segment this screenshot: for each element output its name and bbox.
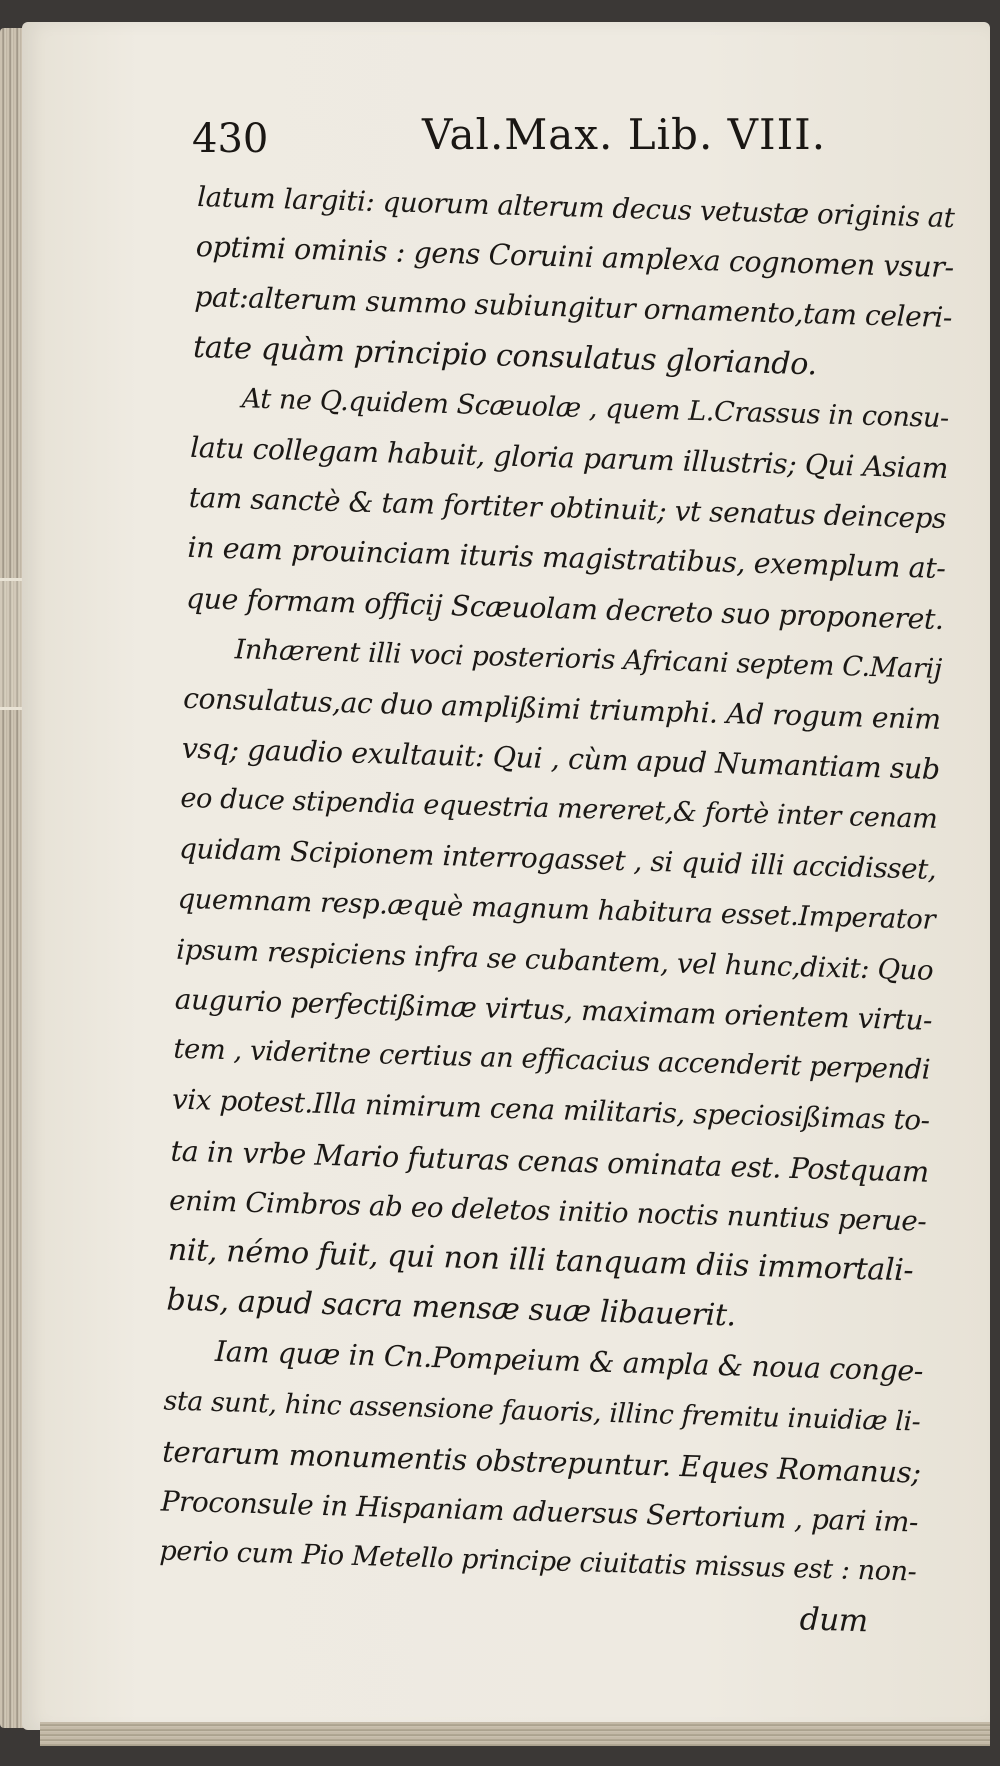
text-line: tate quàm principio consulatus gloriando. <box>192 329 818 382</box>
text-line: eo duce stipendia equestria mereret,& fortè inter cenam <box>180 783 938 836</box>
text-line: Inhærent illi voci posterioris Africani septem C.Marij <box>234 633 943 685</box>
text-line: pat:alterum summo subiungitur ornamento,tam celeri- <box>194 280 953 335</box>
text-line: perio cum Pio Metello principe ciuitatis missus est : non- <box>159 1535 917 1588</box>
text-line: quidam Scipionem interrogasset , si quid illi accidisset, <box>178 832 937 887</box>
page-stack-bottom-edge <box>40 1722 990 1746</box>
text-line: terarum monumentis obstrepuntur. Eques Romanus; <box>161 1434 922 1490</box>
running-title: Val.Max. Lib. VIII. <box>422 110 827 159</box>
text-line: ta in vrbe Mario futuras cenas ominata est. Postquam <box>170 1133 930 1189</box>
page-number: 430 <box>192 116 269 162</box>
book-page <box>22 22 990 1730</box>
text-line: At ne Q.quidem Scæuolæ , quem L.Crassus in consu- <box>241 383 950 434</box>
text-line: ipsum respiciens infra se cubantem, vel hunc,dixit: Quo <box>175 932 934 987</box>
text-line: consulatus,ac duo amplißimi triumphi. Ad rogum enim <box>182 681 942 736</box>
text-line: enim Cimbros ab eo deletos initio noctis nuntius perue- <box>168 1183 927 1238</box>
body-text <box>157 172 977 1649</box>
text-line: vix potest.Illa nimirum cena militaris, speciosißimas to- <box>171 1083 931 1138</box>
text-line: bus, apud sacra mensæ suæ libauerit. <box>165 1282 737 1334</box>
text-line: in eam prouinciam ituris magistratibus, exemplum at- <box>187 531 946 586</box>
text-line: nit, némo fuit, qui non illi tanquam diis immortali- <box>167 1232 914 1289</box>
text-line: vsq; gaudio exultauit: Qui , cùm apud Numantiam sub <box>181 731 941 786</box>
text-line: Iam quæ in Cn.Pompeium & ampla & noua conge- <box>214 1335 924 1389</box>
text-line: optimi ominis : gens Coruini amplexa cognomen vsur- <box>195 230 955 285</box>
catchword: dum <box>799 1601 869 1640</box>
text-line: Proconsule in Hispaniam aduersus Sertorium , pari im- <box>160 1484 919 1539</box>
text-line: quemnam resp.æquè magnum habitura esset.Imperator <box>177 883 936 936</box>
text-line: sta sunt, hinc assensione fauoris, illinc fremitu inuidiæ li- <box>163 1385 921 1438</box>
text-line: que formam officij Scæuolam decreto suo proponeret. <box>185 581 945 636</box>
text-line: latu collegam habuit, gloria parum illustris; Qui Asiam <box>189 430 949 485</box>
text-line: tem , videritne certius an efficacius accenderit perpendi <box>173 1033 931 1086</box>
text-line: tam sanctè & tam fortiter obtinuit; vt senatus deinceps <box>188 481 947 536</box>
text-line: latum largiti: quorum alterum decus vetustæ originis at <box>196 180 955 235</box>
text-line: augurio perfectißimæ virtus, maximam orientem virtu- <box>174 982 933 1037</box>
page-header <box>22 110 990 170</box>
